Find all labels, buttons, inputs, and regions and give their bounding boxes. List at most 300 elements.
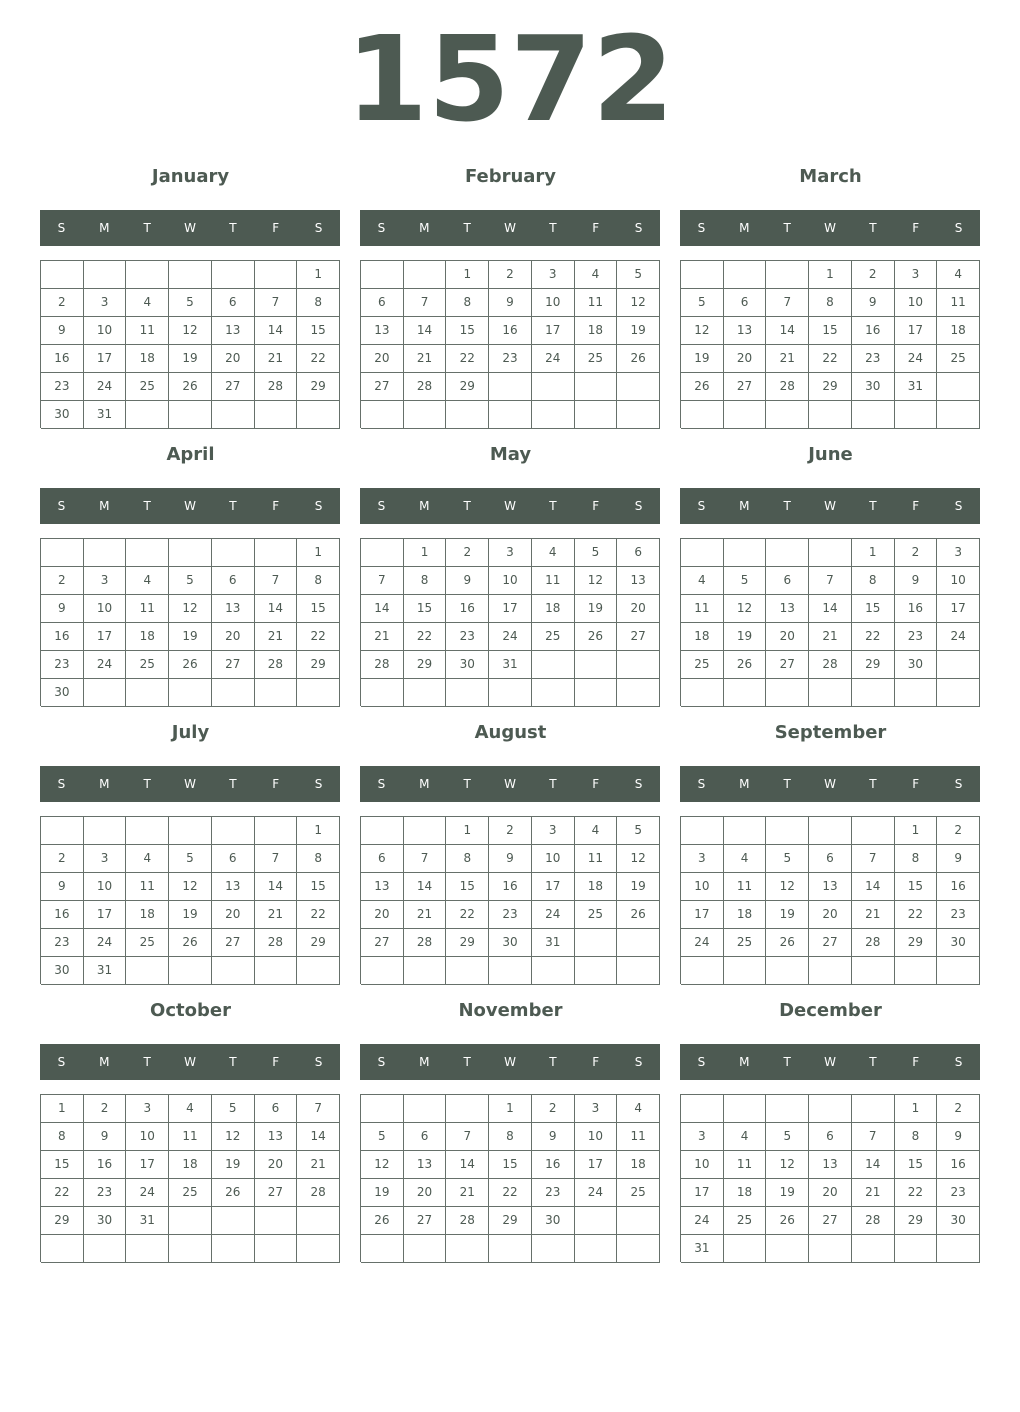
day-cell: 30 bbox=[84, 1207, 127, 1235]
day-cell: 3 bbox=[895, 261, 938, 289]
empty-day-cell bbox=[489, 373, 532, 401]
empty-day-cell bbox=[937, 679, 980, 707]
day-cell: 23 bbox=[446, 623, 489, 651]
weekday-label: S bbox=[57, 221, 66, 235]
day-cell: 8 bbox=[852, 567, 895, 595]
day-cell: 4 bbox=[126, 845, 169, 873]
empty-day-cell bbox=[937, 957, 980, 985]
day-cell: 1 bbox=[41, 1095, 84, 1123]
day-cell: 19 bbox=[617, 317, 660, 345]
weekday-label: F bbox=[912, 499, 920, 513]
day-cell: 29 bbox=[489, 1207, 532, 1235]
day-cell: 4 bbox=[724, 1123, 767, 1151]
day-cell: 22 bbox=[41, 1179, 84, 1207]
weekday-header bbox=[40, 1044, 340, 1080]
weekday-label: F bbox=[272, 777, 280, 791]
day-cell: 30 bbox=[937, 929, 980, 957]
day-cell: 24 bbox=[681, 929, 724, 957]
day-cell: 9 bbox=[41, 317, 84, 345]
empty-day-cell bbox=[404, 261, 447, 289]
day-cell: 1 bbox=[446, 261, 489, 289]
day-cell: 12 bbox=[617, 845, 660, 873]
day-cell: 7 bbox=[255, 567, 298, 595]
empty-day-cell bbox=[766, 401, 809, 429]
day-cell: 16 bbox=[41, 345, 84, 373]
day-cell: 13 bbox=[255, 1123, 298, 1151]
day-cell: 22 bbox=[404, 623, 447, 651]
empty-day-cell bbox=[489, 957, 532, 985]
day-cell: 15 bbox=[297, 595, 340, 623]
empty-day-cell bbox=[681, 1095, 724, 1123]
month-name: January bbox=[151, 166, 230, 187]
day-cell: 13 bbox=[212, 873, 255, 901]
empty-day-cell bbox=[575, 373, 618, 401]
day-cell: 8 bbox=[404, 567, 447, 595]
day-cell: 9 bbox=[41, 873, 84, 901]
day-cell: 18 bbox=[169, 1151, 212, 1179]
weekday-label: S bbox=[314, 777, 323, 791]
day-cell: 20 bbox=[255, 1151, 298, 1179]
empty-day-cell bbox=[617, 401, 660, 429]
day-cell: 21 bbox=[446, 1179, 489, 1207]
day-cell: 11 bbox=[532, 567, 575, 595]
day-cell: 21 bbox=[255, 623, 298, 651]
day-cell: 20 bbox=[361, 901, 404, 929]
day-cell: 12 bbox=[575, 567, 618, 595]
day-cell: 7 bbox=[766, 289, 809, 317]
weekday-label: W bbox=[184, 499, 196, 513]
day-cell: 25 bbox=[724, 1207, 767, 1235]
day-cell: 3 bbox=[937, 539, 980, 567]
day-cell: 12 bbox=[361, 1151, 404, 1179]
weekday-label: W bbox=[504, 221, 516, 235]
empty-day-cell bbox=[532, 373, 575, 401]
day-cell: 6 bbox=[212, 567, 255, 595]
empty-day-cell bbox=[212, 261, 255, 289]
day-cell: 5 bbox=[617, 261, 660, 289]
day-grid bbox=[360, 816, 660, 984]
day-cell: 6 bbox=[255, 1095, 298, 1123]
day-cell: 18 bbox=[617, 1151, 660, 1179]
day-cell: 1 bbox=[809, 261, 852, 289]
day-cell: 29 bbox=[446, 373, 489, 401]
day-cell: 27 bbox=[809, 929, 852, 957]
weekday-header bbox=[360, 766, 660, 802]
day-cell: 23 bbox=[84, 1179, 127, 1207]
weekday-label: M bbox=[419, 221, 430, 235]
weekday-label: T bbox=[463, 1055, 471, 1069]
empty-day-cell bbox=[297, 1235, 340, 1263]
empty-day-cell bbox=[212, 679, 255, 707]
empty-day-cell bbox=[681, 679, 724, 707]
weekday-header bbox=[680, 1044, 980, 1080]
empty-day-cell bbox=[126, 1235, 169, 1263]
day-cell: 18 bbox=[724, 1179, 767, 1207]
weekday-label: T bbox=[869, 1055, 877, 1069]
empty-day-cell bbox=[84, 1235, 127, 1263]
day-cell: 29 bbox=[297, 373, 340, 401]
empty-day-cell bbox=[809, 1095, 852, 1123]
weekday-label: S bbox=[57, 1055, 66, 1069]
empty-day-cell bbox=[84, 817, 127, 845]
month-name: May bbox=[489, 444, 532, 465]
day-cell: 1 bbox=[404, 539, 447, 567]
day-cell: 17 bbox=[84, 345, 127, 373]
day-cell: 23 bbox=[41, 373, 84, 401]
weekday-label: T bbox=[783, 1055, 791, 1069]
empty-day-cell bbox=[361, 1235, 404, 1263]
empty-day-cell bbox=[766, 1095, 809, 1123]
day-cell: 24 bbox=[84, 373, 127, 401]
day-cell: 13 bbox=[212, 595, 255, 623]
day-cell: 2 bbox=[852, 261, 895, 289]
day-cell: 21 bbox=[809, 623, 852, 651]
day-cell: 2 bbox=[41, 289, 84, 317]
day-cell: 17 bbox=[681, 1179, 724, 1207]
empty-day-cell bbox=[169, 1235, 212, 1263]
empty-day-cell bbox=[84, 261, 127, 289]
day-cell: 1 bbox=[489, 1095, 532, 1123]
empty-day-cell bbox=[404, 957, 447, 985]
empty-day-cell bbox=[895, 679, 938, 707]
day-cell: 25 bbox=[937, 345, 980, 373]
weekday-label: S bbox=[954, 499, 963, 513]
day-cell: 28 bbox=[446, 1207, 489, 1235]
weekday-label: M bbox=[99, 777, 110, 791]
day-cell: 26 bbox=[212, 1179, 255, 1207]
day-cell: 13 bbox=[809, 1151, 852, 1179]
empty-day-cell bbox=[809, 817, 852, 845]
empty-day-cell bbox=[212, 539, 255, 567]
day-cell: 12 bbox=[766, 873, 809, 901]
day-cell: 25 bbox=[169, 1179, 212, 1207]
day-cell: 30 bbox=[532, 1207, 575, 1235]
day-cell: 1 bbox=[895, 1095, 938, 1123]
empty-day-cell bbox=[852, 1235, 895, 1263]
day-cell: 3 bbox=[84, 845, 127, 873]
day-cell: 26 bbox=[724, 651, 767, 679]
day-cell: 23 bbox=[937, 901, 980, 929]
empty-day-cell bbox=[255, 261, 298, 289]
empty-day-cell bbox=[169, 817, 212, 845]
empty-day-cell bbox=[255, 1207, 298, 1235]
day-cell: 4 bbox=[575, 817, 618, 845]
day-cell: 25 bbox=[126, 929, 169, 957]
day-cell: 8 bbox=[297, 845, 340, 873]
day-cell: 3 bbox=[681, 1123, 724, 1151]
day-cell: 22 bbox=[446, 901, 489, 929]
day-cell: 8 bbox=[297, 289, 340, 317]
day-cell: 17 bbox=[126, 1151, 169, 1179]
day-cell: 30 bbox=[489, 929, 532, 957]
day-cell: 16 bbox=[489, 317, 532, 345]
day-cell: 4 bbox=[126, 289, 169, 317]
day-cell: 27 bbox=[255, 1179, 298, 1207]
weekday-label: T bbox=[869, 221, 877, 235]
day-cell: 11 bbox=[617, 1123, 660, 1151]
day-cell: 8 bbox=[446, 845, 489, 873]
weekday-label: T bbox=[229, 221, 237, 235]
day-cell: 24 bbox=[84, 929, 127, 957]
empty-day-cell bbox=[446, 957, 489, 985]
day-cell: 1 bbox=[446, 817, 489, 845]
day-cell: 6 bbox=[809, 1123, 852, 1151]
empty-day-cell bbox=[126, 401, 169, 429]
day-cell: 17 bbox=[681, 901, 724, 929]
day-cell: 5 bbox=[575, 539, 618, 567]
empty-day-cell bbox=[84, 679, 127, 707]
empty-day-cell bbox=[724, 679, 767, 707]
day-cell: 19 bbox=[724, 623, 767, 651]
day-cell: 26 bbox=[169, 929, 212, 957]
day-cell: 10 bbox=[575, 1123, 618, 1151]
day-cell: 27 bbox=[724, 373, 767, 401]
day-cell: 28 bbox=[404, 373, 447, 401]
day-cell: 15 bbox=[297, 873, 340, 901]
day-cell: 31 bbox=[532, 929, 575, 957]
day-cell: 29 bbox=[297, 651, 340, 679]
day-grid bbox=[680, 1094, 980, 1262]
empty-day-cell bbox=[532, 957, 575, 985]
day-cell: 9 bbox=[84, 1123, 127, 1151]
day-cell: 31 bbox=[895, 373, 938, 401]
day-cell: 14 bbox=[446, 1151, 489, 1179]
empty-day-cell bbox=[212, 957, 255, 985]
empty-day-cell bbox=[446, 679, 489, 707]
day-cell: 2 bbox=[84, 1095, 127, 1123]
day-cell: 18 bbox=[681, 623, 724, 651]
day-cell: 5 bbox=[361, 1123, 404, 1151]
empty-day-cell bbox=[809, 401, 852, 429]
day-cell: 2 bbox=[895, 539, 938, 567]
empty-day-cell bbox=[212, 401, 255, 429]
day-cell: 24 bbox=[126, 1179, 169, 1207]
weekday-label: M bbox=[99, 221, 110, 235]
month-name: November bbox=[458, 1000, 563, 1021]
day-cell: 15 bbox=[446, 317, 489, 345]
weekday-label: S bbox=[57, 499, 66, 513]
weekday-label: T bbox=[143, 221, 151, 235]
day-cell: 13 bbox=[361, 873, 404, 901]
day-cell: 29 bbox=[446, 929, 489, 957]
day-cell: 18 bbox=[126, 901, 169, 929]
day-cell: 27 bbox=[361, 929, 404, 957]
empty-day-cell bbox=[361, 401, 404, 429]
empty-day-cell bbox=[852, 679, 895, 707]
day-cell: 14 bbox=[852, 873, 895, 901]
empty-day-cell bbox=[212, 1207, 255, 1235]
weekday-label: F bbox=[592, 777, 600, 791]
empty-day-cell bbox=[809, 539, 852, 567]
day-cell: 25 bbox=[126, 373, 169, 401]
empty-day-cell bbox=[297, 1207, 340, 1235]
day-cell: 22 bbox=[809, 345, 852, 373]
day-cell: 14 bbox=[404, 873, 447, 901]
day-cell: 14 bbox=[361, 595, 404, 623]
month-name: December bbox=[779, 1000, 882, 1021]
day-cell: 31 bbox=[126, 1207, 169, 1235]
day-cell: 21 bbox=[404, 345, 447, 373]
empty-day-cell bbox=[766, 261, 809, 289]
day-cell: 21 bbox=[852, 901, 895, 929]
weekday-label: F bbox=[272, 1055, 280, 1069]
day-cell: 17 bbox=[575, 1151, 618, 1179]
day-cell: 15 bbox=[895, 1151, 938, 1179]
day-cell: 14 bbox=[255, 317, 298, 345]
day-cell: 21 bbox=[361, 623, 404, 651]
empty-day-cell bbox=[361, 539, 404, 567]
weekday-label: S bbox=[697, 1055, 706, 1069]
weekday-label: W bbox=[184, 777, 196, 791]
empty-day-cell bbox=[532, 1235, 575, 1263]
empty-day-cell bbox=[41, 817, 84, 845]
day-cell: 12 bbox=[724, 595, 767, 623]
empty-day-cell bbox=[169, 539, 212, 567]
day-cell: 17 bbox=[84, 901, 127, 929]
weekday-label: S bbox=[57, 777, 66, 791]
weekday-label: W bbox=[824, 499, 836, 513]
empty-day-cell bbox=[446, 1095, 489, 1123]
day-cell: 21 bbox=[255, 345, 298, 373]
day-cell: 26 bbox=[617, 901, 660, 929]
empty-day-cell bbox=[766, 1235, 809, 1263]
weekday-label: T bbox=[783, 777, 791, 791]
day-cell: 25 bbox=[126, 651, 169, 679]
day-cell: 6 bbox=[766, 567, 809, 595]
weekday-label: W bbox=[824, 777, 836, 791]
day-cell: 6 bbox=[212, 845, 255, 873]
day-cell: 15 bbox=[852, 595, 895, 623]
day-cell: 14 bbox=[255, 873, 298, 901]
day-cell: 8 bbox=[895, 1123, 938, 1151]
day-cell: 4 bbox=[937, 261, 980, 289]
weekday-header bbox=[360, 488, 660, 524]
day-cell: 15 bbox=[446, 873, 489, 901]
empty-day-cell bbox=[575, 929, 618, 957]
day-cell: 30 bbox=[937, 1207, 980, 1235]
day-cell: 23 bbox=[937, 1179, 980, 1207]
empty-day-cell bbox=[766, 679, 809, 707]
day-cell: 3 bbox=[489, 539, 532, 567]
day-cell: 18 bbox=[126, 345, 169, 373]
empty-day-cell bbox=[41, 1235, 84, 1263]
day-cell: 16 bbox=[41, 623, 84, 651]
day-cell: 5 bbox=[724, 567, 767, 595]
day-cell: 11 bbox=[575, 289, 618, 317]
weekday-header bbox=[40, 766, 340, 802]
weekday-header bbox=[40, 488, 340, 524]
day-cell: 20 bbox=[404, 1179, 447, 1207]
day-cell: 30 bbox=[41, 957, 84, 985]
day-cell: 7 bbox=[404, 845, 447, 873]
day-cell: 10 bbox=[681, 1151, 724, 1179]
month-name: September bbox=[774, 722, 887, 743]
day-cell: 20 bbox=[212, 901, 255, 929]
day-cell: 25 bbox=[532, 623, 575, 651]
day-cell: 8 bbox=[895, 845, 938, 873]
month-name: March bbox=[799, 166, 862, 187]
day-cell: 4 bbox=[724, 845, 767, 873]
day-cell: 20 bbox=[809, 901, 852, 929]
weekday-label: T bbox=[869, 499, 877, 513]
day-cell: 2 bbox=[489, 261, 532, 289]
empty-day-cell bbox=[255, 401, 298, 429]
empty-day-cell bbox=[852, 401, 895, 429]
weekday-label: S bbox=[634, 499, 643, 513]
empty-day-cell bbox=[297, 679, 340, 707]
empty-day-cell bbox=[404, 401, 447, 429]
day-cell: 28 bbox=[361, 651, 404, 679]
day-cell: 10 bbox=[126, 1123, 169, 1151]
day-cell: 1 bbox=[297, 539, 340, 567]
empty-day-cell bbox=[126, 679, 169, 707]
day-cell: 3 bbox=[532, 261, 575, 289]
day-cell: 10 bbox=[532, 289, 575, 317]
day-cell: 30 bbox=[41, 679, 84, 707]
empty-day-cell bbox=[41, 539, 84, 567]
day-cell: 26 bbox=[169, 651, 212, 679]
day-cell: 17 bbox=[489, 595, 532, 623]
weekday-label: S bbox=[377, 499, 386, 513]
day-cell: 10 bbox=[84, 595, 127, 623]
day-cell: 16 bbox=[895, 595, 938, 623]
day-cell: 12 bbox=[617, 289, 660, 317]
day-cell: 10 bbox=[681, 873, 724, 901]
day-cell: 11 bbox=[126, 595, 169, 623]
day-cell: 12 bbox=[681, 317, 724, 345]
day-cell: 24 bbox=[84, 651, 127, 679]
day-cell: 28 bbox=[809, 651, 852, 679]
day-cell: 8 bbox=[446, 289, 489, 317]
weekday-label: T bbox=[463, 777, 471, 791]
empty-day-cell bbox=[404, 817, 447, 845]
empty-day-cell bbox=[575, 1235, 618, 1263]
day-cell: 11 bbox=[724, 1151, 767, 1179]
weekday-header bbox=[40, 210, 340, 246]
day-cell: 31 bbox=[681, 1235, 724, 1263]
empty-day-cell bbox=[169, 957, 212, 985]
day-cell: 23 bbox=[852, 345, 895, 373]
empty-day-cell bbox=[724, 539, 767, 567]
day-cell: 16 bbox=[937, 1151, 980, 1179]
day-cell: 1 bbox=[895, 817, 938, 845]
day-grid bbox=[680, 538, 980, 706]
empty-day-cell bbox=[681, 539, 724, 567]
empty-day-cell bbox=[575, 679, 618, 707]
empty-day-cell bbox=[766, 957, 809, 985]
empty-day-cell bbox=[937, 651, 980, 679]
day-cell: 20 bbox=[809, 1179, 852, 1207]
month-name: June bbox=[808, 444, 853, 465]
day-cell: 18 bbox=[575, 317, 618, 345]
empty-day-cell bbox=[852, 957, 895, 985]
day-cell: 13 bbox=[212, 317, 255, 345]
day-cell: 23 bbox=[895, 623, 938, 651]
empty-day-cell bbox=[255, 539, 298, 567]
empty-day-cell bbox=[809, 1235, 852, 1263]
empty-day-cell bbox=[575, 957, 618, 985]
weekday-label: F bbox=[592, 499, 600, 513]
empty-day-cell bbox=[255, 1235, 298, 1263]
day-cell: 24 bbox=[937, 623, 980, 651]
day-cell: 7 bbox=[852, 845, 895, 873]
day-cell: 14 bbox=[852, 1151, 895, 1179]
empty-day-cell bbox=[681, 817, 724, 845]
day-cell: 8 bbox=[489, 1123, 532, 1151]
day-cell: 23 bbox=[41, 929, 84, 957]
day-cell: 14 bbox=[809, 595, 852, 623]
day-cell: 26 bbox=[169, 373, 212, 401]
